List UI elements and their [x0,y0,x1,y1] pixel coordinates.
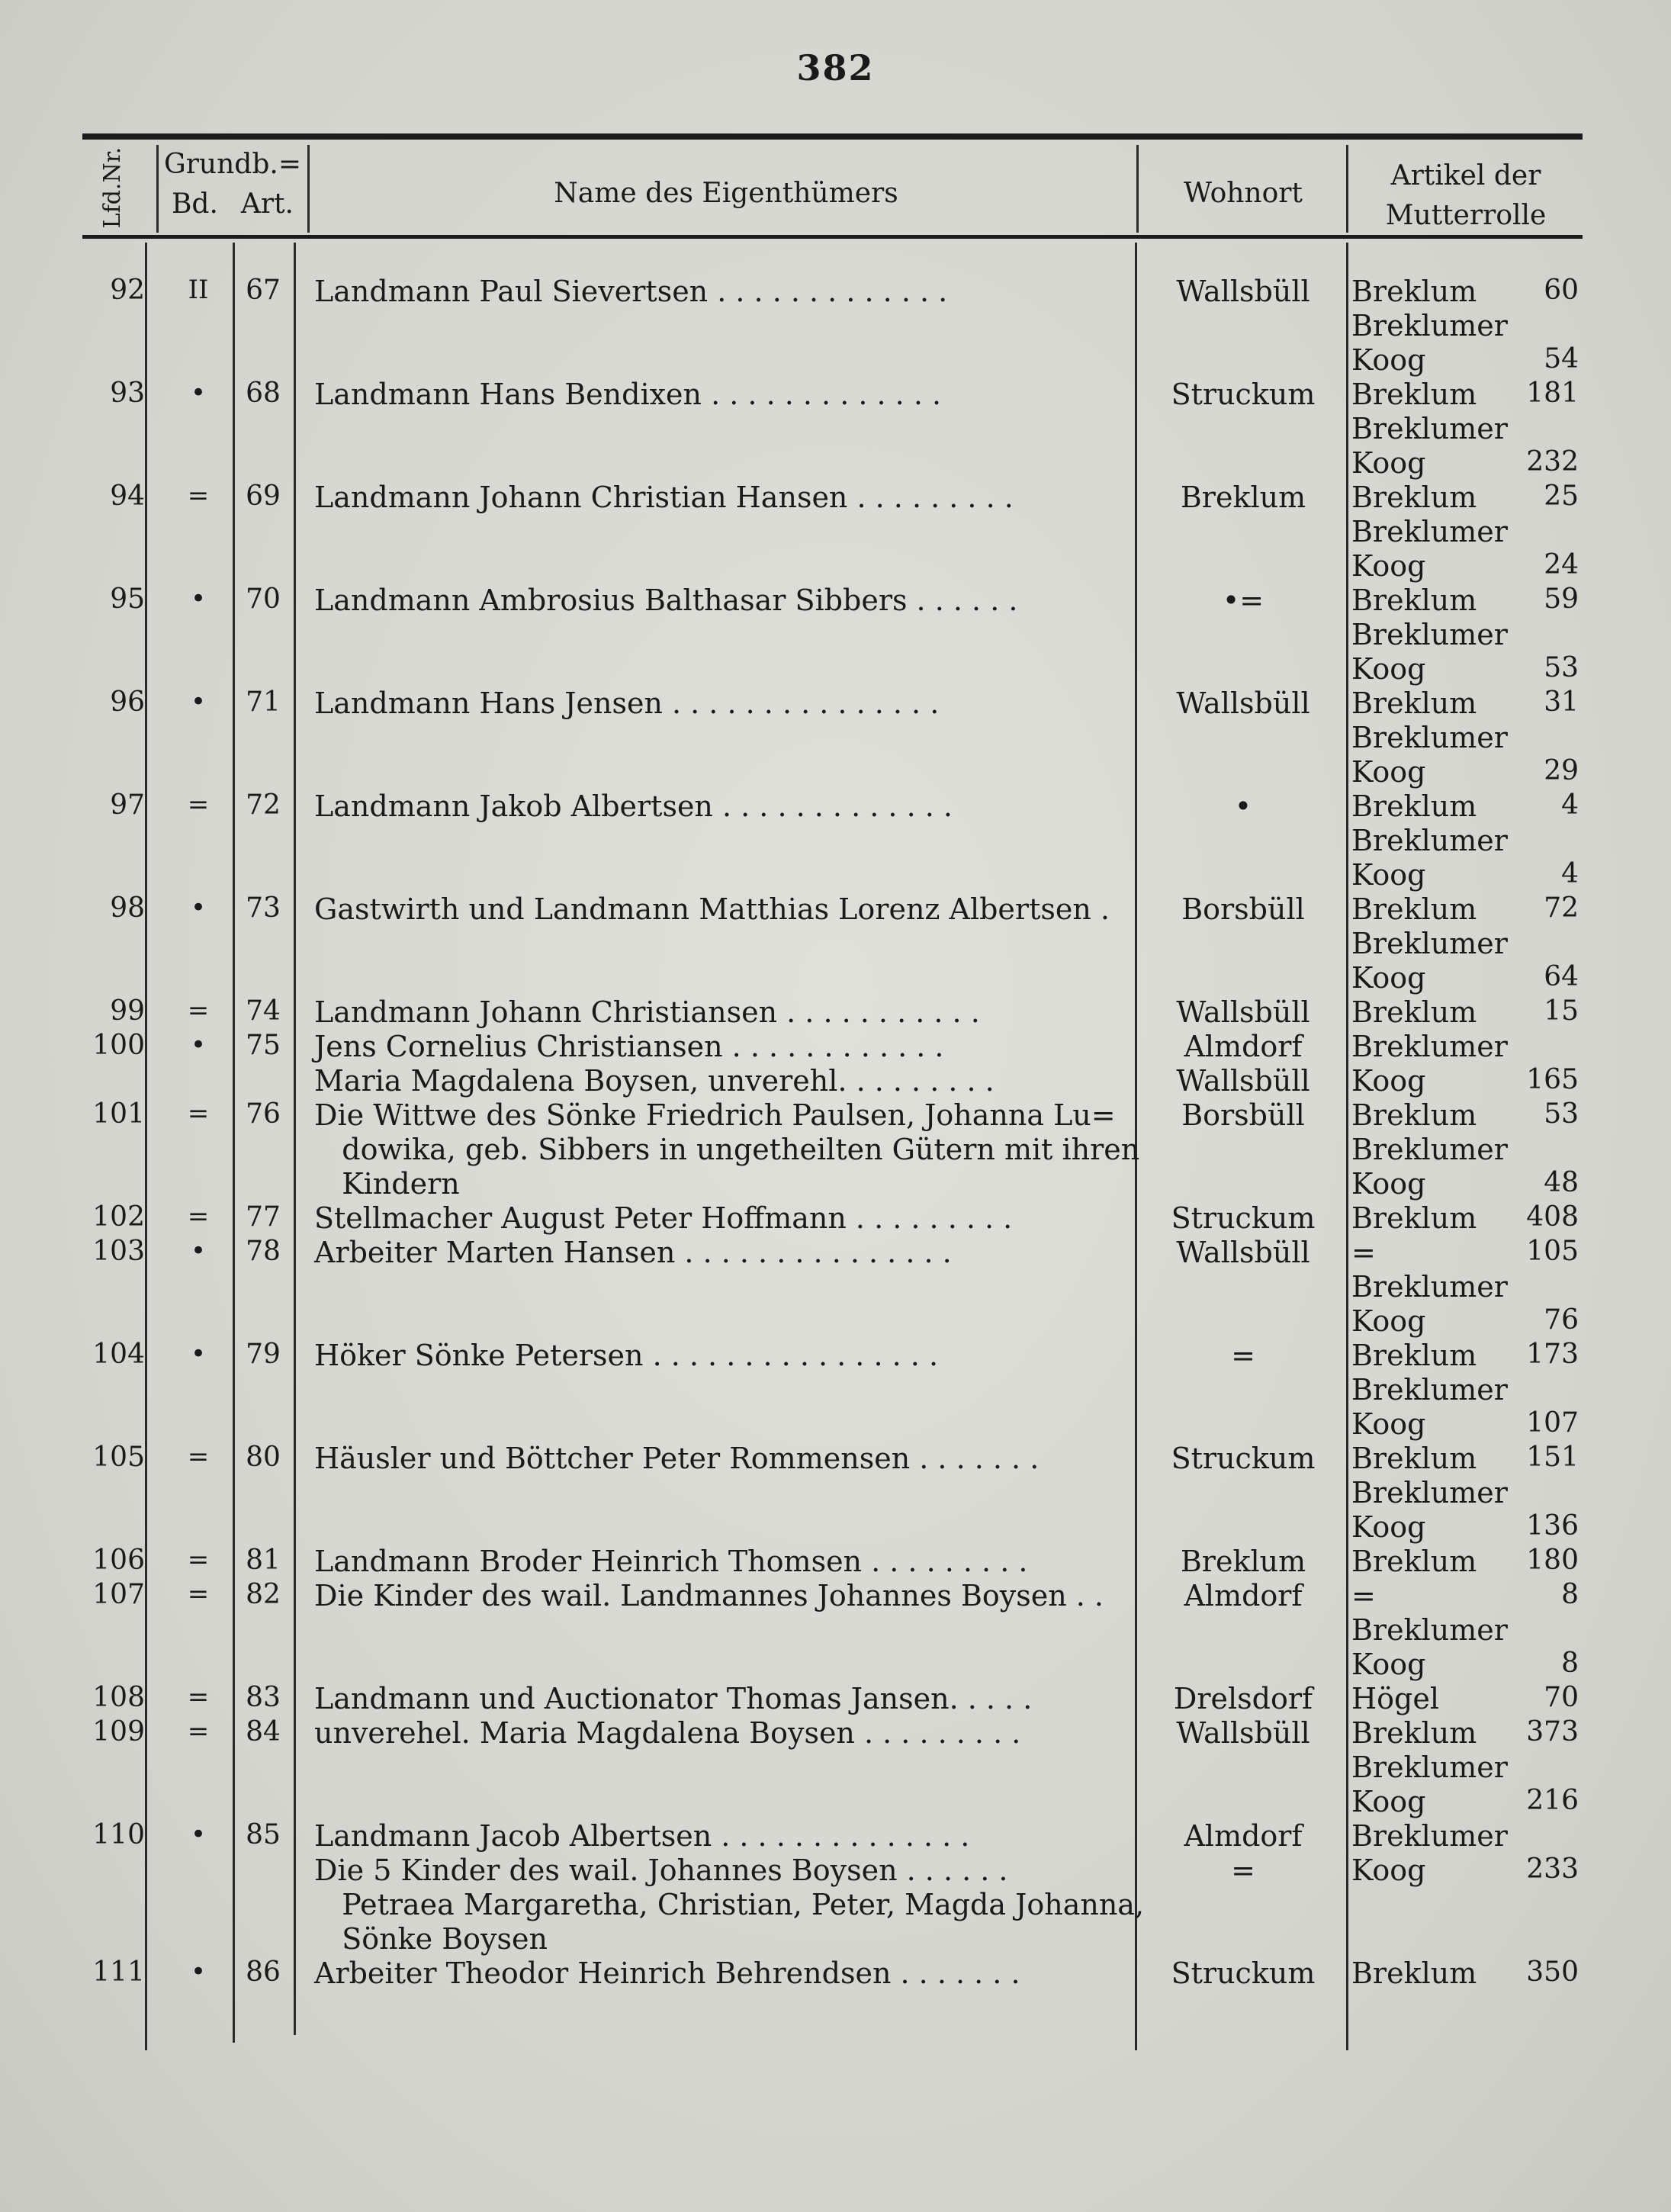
row-mutterrolle-number: 151 [1526,1442,1579,1473]
row-mutterrolle-number: 350 [1526,1956,1579,1988]
row-mutterrolle-number: 70 [1544,1682,1579,1713]
row-mutterrolle-number: 60 [1544,275,1579,306]
row-mutterrolle-number: 105 [1526,1236,1579,1267]
page-number: 382 [796,47,875,88]
column-divider [233,243,235,2043]
row-number: 92 [110,275,145,306]
row-owner-name: Landmann und Auctionator Thomas Jansen. . . . . [314,1682,1033,1715]
row-mutterrolle-number: 59 [1544,584,1579,615]
row-owner-name: Landmann Hans Jensen . . . . . . . . . . . . . . . [314,686,940,720]
row-article: 76 [246,1098,281,1130]
row-residence: Struckum [1171,1956,1316,1990]
header-name: Name des Eigenthümers [554,178,898,209]
row-band: = [187,1716,210,1747]
row-residence: = [1231,1854,1255,1887]
row-band: • [190,378,207,408]
row-number: 107 [92,1579,145,1610]
header-divider [1136,145,1139,233]
header-wohnort: Wohnort [1184,178,1303,209]
header-divider [156,145,159,233]
row-mutterrolle-place: Breklumer [1351,721,1508,754]
row-number: 105 [92,1442,145,1473]
row-residence: Wallsbüll [1176,995,1310,1029]
row-band: = [187,1579,210,1609]
row-article: 68 [246,378,281,409]
row-owner-name: Landmann Hans Bendixen . . . . . . . . . . . . . [314,378,942,411]
row-band: = [187,481,210,511]
row-mutterrolle-number: 373 [1526,1716,1579,1747]
row-mutterrolle-place: = [1351,1236,1376,1269]
row-number: 106 [92,1545,145,1576]
row-number: 109 [92,1716,145,1747]
row-article: 74 [246,995,281,1027]
row-mutterrolle-number: 8 [1561,1579,1579,1610]
header-lfd-nr [76,145,145,229]
row-mutterrolle-place: Breklumer [1351,309,1508,342]
row-band: II [188,275,209,305]
row-mutterrolle-place: Breklumer [1351,1476,1508,1509]
row-article: 70 [246,584,281,615]
row-owner-name: Kindern [314,1167,460,1201]
row-residence: Wallsbüll [1176,275,1310,308]
row-band: = [187,789,210,820]
row-mutterrolle-number: 31 [1544,686,1579,718]
row-article: 67 [246,275,281,306]
row-mutterrolle-number: 76 [1544,1304,1579,1336]
header-lfd-nr-label: Lfd.Nr. [99,146,126,229]
row-mutterrolle-place: Breklum [1351,1442,1477,1475]
row-mutterrolle-place: Breklumer [1351,1751,1508,1784]
row-owner-name: Die 5 Kinder des wail. Johannes Boysen . . . . . . [314,1854,1008,1887]
row-article: 81 [246,1545,281,1576]
row-number: 111 [92,1956,145,1988]
row-mutterrolle-number: 233 [1526,1854,1579,1885]
row-mutterrolle-place: Breklum [1351,995,1477,1029]
row-residence: Almdorf [1184,1030,1303,1063]
row-mutterrolle-place: Koog [1351,549,1426,583]
row-mutterrolle-number: 15 [1544,995,1579,1027]
row-mutterrolle-place: Breklumer [1351,1819,1508,1853]
row-mutterrolle-number: 29 [1544,755,1579,786]
row-number: 97 [110,789,145,821]
row-article: 72 [246,789,281,821]
row-owner-name: Die Kinder des wail. Landmannes Johannes Boysen . . [314,1579,1104,1612]
row-mutterrolle-number: 4 [1561,858,1579,889]
row-owner-name: Häusler und Böttcher Peter Rommensen . . . . . . . [314,1442,1040,1475]
column-divider [1346,243,1348,2050]
row-article: 86 [246,1956,281,1988]
header-grundbuch [160,145,305,224]
row-band: • [190,1339,207,1369]
row-mutterrolle-place: Breklum [1351,378,1477,411]
row-mutterrolle-place: Koog [1351,1854,1426,1887]
row-mutterrolle-number: 24 [1544,549,1579,580]
row-mutterrolle-place: Breklum [1351,1339,1477,1372]
row-band: = [187,1545,210,1575]
row-band: = [187,995,210,1026]
row-mutterrolle-number: 165 [1526,1064,1579,1095]
row-mutterrolle-place: Koog [1351,1304,1426,1338]
row-owner-name: Maria Magdalena Boysen, unverehl. . . . . . . . . [314,1064,995,1098]
row-mutterrolle-place: Koog [1351,446,1426,480]
row-mutterrolle-number: 136 [1526,1510,1579,1542]
row-residence: Wallsbüll [1176,1716,1310,1750]
row-owner-name: Landmann Broder Heinrich Thomsen . . . . . . . . . [314,1545,1028,1578]
row-residence: Wallsbüll [1176,1236,1310,1269]
row-residence: Almdorf [1184,1579,1303,1612]
row-band: • [190,892,207,923]
row-number: 101 [92,1098,145,1130]
row-owner-name: Landmann Ambrosius Balthasar Sibbers . . . . . . [314,584,1018,617]
row-owner-name: Landmann Paul Sievertsen . . . . . . . . . . . . . [314,275,948,308]
row-mutterrolle-number: 180 [1526,1545,1579,1576]
row-residence: Wallsbüll [1176,686,1310,720]
row-mutterrolle-place: Breklum [1351,892,1477,926]
row-mutterrolle-place: Breklumer [1351,1133,1508,1166]
row-owner-name: Die Wittwe des Sönke Friedrich Paulsen, Johanna Lu= [314,1098,1116,1132]
row-number: 104 [92,1339,145,1370]
row-number: 99 [110,995,145,1027]
column-divider [294,243,296,2035]
row-owner-name: Arbeiter Marten Hansen . . . . . . . . . . . . . . . [314,1236,952,1269]
row-article: 69 [246,481,281,512]
row-article: 79 [246,1339,281,1370]
row-number: 95 [110,584,145,615]
row-mutterrolle-place: Koog [1351,1407,1426,1441]
row-residence: Borsbüll [1181,1098,1305,1132]
row-owner-name: Landmann Jakob Albertsen . . . . . . . . . . . . . [314,789,953,823]
row-mutterrolle-place: Breklum [1351,1716,1477,1750]
row-owner-name: Gastwirth und Landmann Matthias Lorenz Albertsen . [314,892,1110,926]
row-article: 82 [246,1579,281,1610]
header-grundb-label: Grundb.= [163,149,302,180]
header-divider [307,145,310,233]
row-owner-name: Landmann Johann Christiansen . . . . . . . . . . . [314,995,980,1029]
row-mutterrolle-number: 216 [1526,1785,1579,1816]
row-mutterrolle-place: Breklum [1351,1201,1477,1235]
row-article: 75 [246,1030,281,1061]
row-owner-name: dowika, geb. Sibbers in ungetheilten Gütern mit ihren [314,1133,1140,1166]
row-residence: Wallsbüll [1176,1064,1310,1098]
row-residence: Drelsdorf [1173,1682,1313,1715]
row-owner-name: Arbeiter Theodor Heinrich Behrendsen . . . . . . . [314,1956,1020,1990]
row-mutterrolle-place: Koog [1351,1648,1426,1681]
row-mutterrolle-place: Breklum [1351,1098,1477,1132]
header-bd-label: Bd. [171,188,218,220]
row-residence: • [1234,789,1252,823]
row-mutterrolle-number: 53 [1544,652,1579,683]
row-owner-name: Sönke Boysen [314,1922,548,1956]
row-mutterrolle-number: 4 [1561,789,1579,821]
row-mutterrolle-number: 54 [1544,343,1579,375]
row-number: 98 [110,892,145,924]
row-mutterrolle-place: Koog [1351,1785,1426,1818]
row-residence: Struckum [1171,1201,1316,1235]
row-number: 94 [110,481,145,512]
row-owner-name: unverehel. Maria Magdalena Boysen . . . . . . . . . [314,1716,1021,1750]
row-article: 71 [246,686,281,718]
row-article: 85 [246,1819,281,1850]
row-residence: Breklum [1180,1545,1306,1578]
row-band: = [187,1682,210,1712]
row-mutterrolle-number: 53 [1544,1098,1579,1130]
row-article: 80 [246,1442,281,1473]
row-number: 103 [92,1236,145,1267]
row-mutterrolle-number: 48 [1544,1167,1579,1198]
row-mutterrolle-place: Koog [1351,961,1426,995]
row-residence: = [1231,1339,1255,1372]
header-art-label: Art. [240,188,294,220]
row-owner-name: Stellmacher August Peter Hoffmann . . . . . . . . . [314,1201,1013,1235]
row-mutterrolle-place: Koog [1351,1064,1426,1098]
row-mutterrolle-number: 72 [1544,892,1579,924]
row-article: 73 [246,892,281,924]
row-number: 110 [92,1819,145,1850]
row-mutterrolle-place: Breklumer [1351,1373,1508,1407]
row-mutterrolle-number: 173 [1526,1339,1579,1370]
row-mutterrolle-place: Breklumer [1351,927,1508,960]
header-rule-top [82,133,1583,140]
row-band: = [187,1098,210,1129]
row-number: 102 [92,1201,145,1233]
row-mutterrolle-place: Koog [1351,755,1426,789]
row-number: 96 [110,686,145,718]
header-divider [1346,145,1348,233]
row-band: • [190,1030,207,1060]
row-residence: Struckum [1171,378,1316,411]
row-mutterrolle-place: Koog [1351,1510,1426,1544]
row-mutterrolle-place: Breklum [1351,789,1477,823]
row-mutterrolle-place: Breklum [1351,686,1477,720]
row-band: = [187,1442,210,1472]
row-number: 100 [92,1030,145,1061]
row-mutterrolle-number: 181 [1526,378,1579,409]
row-owner-name: Höker Sönke Petersen . . . . . . . . . . . . . . . . [314,1339,939,1372]
row-mutterrolle-place: Koog [1351,1167,1426,1201]
row-article: 78 [246,1236,281,1267]
row-mutterrolle-number: 64 [1544,961,1579,992]
row-mutterrolle-number: 408 [1526,1201,1579,1233]
row-mutterrolle-place: Breklum [1351,584,1477,617]
row-owner-name: Jens Cornelius Christiansen . . . . . . . . . . . . [314,1030,944,1063]
row-residence: Struckum [1171,1442,1316,1475]
row-mutterrolle-place: Breklumer [1351,1030,1508,1063]
row-article: 77 [246,1201,281,1233]
row-mutterrolle-place: Breklumer [1351,1270,1508,1304]
row-mutterrolle-number: 232 [1526,446,1579,477]
row-article: 84 [246,1716,281,1747]
row-mutterrolle-place: Breklumer [1351,412,1508,445]
row-mutterrolle-place: Breklum [1351,1545,1477,1578]
row-mutterrolle-place: Breklum [1351,275,1477,308]
row-mutterrolle-place: Breklum [1351,481,1477,514]
row-residence: Borsbüll [1181,892,1305,926]
row-residence: Almdorf [1184,1819,1303,1853]
row-owner-name: Landmann Jacob Albertsen . . . . . . . . . . . . . . [314,1819,970,1853]
row-mutterrolle-place: Breklumer [1351,618,1508,651]
row-mutterrolle-place: Breklum [1351,1956,1477,1990]
header-artikel [1351,156,1580,236]
row-mutterrolle-place: Koog [1351,343,1426,377]
row-band: = [187,1201,210,1232]
header-artikel-line1: Artikel der [1390,160,1541,191]
row-mutterrolle-place: Högel [1351,1682,1439,1715]
column-divider [145,243,147,2050]
row-mutterrolle-place: Breklumer [1351,1613,1508,1647]
row-mutterrolle-place: Breklumer [1351,515,1508,548]
row-band: • [190,686,207,717]
row-band: • [190,1819,207,1850]
row-owner-name: Petraea Margaretha, Christian, Peter, Magda Johanna, [314,1888,1145,1921]
row-residence: •= [1222,584,1264,617]
row-number: 93 [110,378,145,409]
row-mutterrolle-number: 25 [1544,481,1579,512]
row-mutterrolle-place: Koog [1351,652,1426,686]
row-mutterrolle-place: = [1351,1579,1376,1612]
row-band: • [190,584,207,614]
row-mutterrolle-number: 107 [1526,1407,1579,1439]
row-mutterrolle-place: Breklumer [1351,824,1508,857]
row-article: 83 [246,1682,281,1713]
row-residence: Breklum [1180,481,1306,514]
row-owner-name: Landmann Johann Christian Hansen . . . . . . . . . [314,481,1014,514]
row-number: 108 [92,1682,145,1713]
row-band: • [190,1956,207,1987]
row-mutterrolle-number: 8 [1561,1648,1579,1679]
row-mutterrolle-place: Koog [1351,858,1426,892]
header-artikel-line2: Mutterrolle [1385,200,1547,231]
row-band: • [190,1236,207,1266]
